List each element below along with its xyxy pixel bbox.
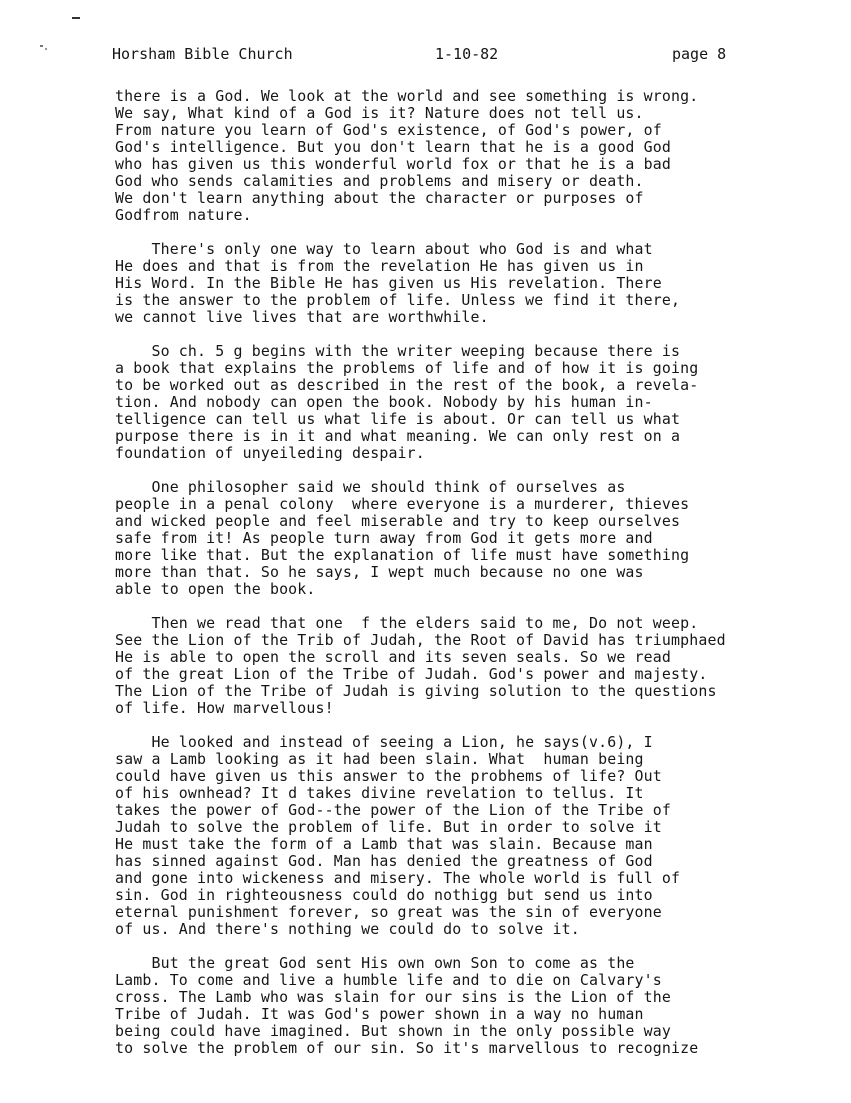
text-line: could have given us this answer to the probhems of life? Out [115, 767, 662, 785]
text-line: of the great Lion of the Tribe of Judah. God's power and majesty. [115, 665, 708, 683]
text-line: and wicked people and feel miserable and try to keep ourselves [115, 512, 681, 530]
text-line: Then we read that one f the elders said to me, Do not weep. [115, 614, 699, 632]
text-line: From nature you learn of God's existence, of God's power, of [115, 121, 662, 139]
text-line: being could have imagined. But shown in the only possible way [115, 1022, 672, 1040]
text-line: foundation of unyeileding despair. [115, 444, 425, 462]
text-line: more like that. But the explanation of life must have something [115, 546, 690, 564]
text-line: See the Lion of the Trib of Judah, the Root of David has triumphaed [115, 631, 726, 649]
text-line: is the answer to the problem of life. Unless we find it there, [115, 291, 681, 309]
paragraph [115, 955, 815, 1057]
text-line: The Lion of the Tribe of Judah is giving solution to the questions [115, 682, 717, 700]
text-line: eternal punishment forever, so great was the sin of everyone [115, 903, 662, 921]
text-line: There's only one way to learn about who God is and what [115, 240, 653, 258]
text-line: of us. And there's nothing we could do to solve it. [115, 920, 580, 938]
text-line: more than that. So he says, I wept much because no one was [115, 563, 644, 581]
document-date: 1-10-82 [435, 45, 499, 63]
text-line: He is able to open the scroll and its seven seals. So we read [115, 648, 672, 666]
text-line: God who sends calamities and problems and misery or death. [115, 172, 644, 190]
text-line: we cannot live lives that are worthwhile. [115, 308, 489, 326]
paragraph [115, 343, 815, 462]
text-line: Tribe of Judah. It was God's power shown in a way no human [115, 1005, 644, 1023]
paragraph [115, 734, 815, 938]
text-line: to be worked out as described in the rest of the book, a revela- [115, 376, 699, 394]
text-line: purpose there is in it and what meaning. We can only rest on a [115, 427, 681, 445]
text-line: His Word. In the Bible He has given us His revelation. There [115, 274, 662, 292]
paragraph [115, 479, 815, 598]
scan-mark [72, 17, 80, 19]
text-line: tion. And nobody can open the book. Nobody by his human in- [115, 393, 653, 411]
text-line: cross. The Lamb who was slain for our sins is the Lion of the [115, 988, 672, 1006]
text-line: We say, What kind of a God is it? Nature does not tell us. [115, 104, 644, 122]
text-line: there is a God. We look at the world and see something is wrong. [115, 87, 699, 105]
text-line: Godfrom nature. [115, 206, 252, 224]
text-line: sin. God in righteousness could do nothigg but send us into [115, 886, 653, 904]
text-line: has sinned against God. Man has denied the greatness of God [115, 852, 653, 870]
text-line: He looked and instead of seeing a Lion, he says(v.6), I [115, 733, 653, 751]
paragraph [115, 615, 815, 717]
text-line: telligence can tell us what life is about. Or can tell us what [115, 410, 681, 428]
text-line: a book that explains the problems of life and of how it is going [115, 359, 699, 377]
text-line: able to open the book. [115, 580, 316, 598]
text-line: We don't learn anything about the character or purposes of [115, 189, 644, 207]
document-body [115, 88, 815, 1074]
text-line: One philosopher said we should think of ourselves as [115, 478, 626, 496]
text-line: to solve the problem of our sin. So it's marvellous to recognize [115, 1039, 699, 1057]
text-line: He must take the form of a Lamb that was slain. Because man [115, 835, 653, 853]
text-line: and gone into wickeness and misery. The whole world is full of [115, 869, 681, 887]
text-line: But the great God sent His own own Son to come as the [115, 954, 635, 972]
text-line: of his ownhead? It d takes divine revelation to tellus. It [115, 784, 644, 802]
text-line: Judah to solve the problem of life. But in order to solve it [115, 818, 662, 836]
church-name: Horsham Bible Church [112, 45, 293, 63]
text-line: saw a Lamb looking as it had been slain. What human being [115, 750, 644, 768]
text-line: He does and that is from the revelation He has given us in [115, 257, 644, 275]
page-number: page 8 [672, 45, 727, 63]
text-line: who has given us this wonderful world fox or that he is a bad [115, 155, 672, 173]
text-line: of life. How marvellous! [115, 699, 334, 717]
text-line: So ch. 5 g begins with the writer weeping because there is [115, 342, 681, 360]
text-line: people in a penal colony where everyone is a murderer, thieves [115, 495, 690, 513]
paragraph [115, 88, 815, 224]
text-line: safe from it! As people turn away from God it gets more and [115, 529, 653, 547]
paragraph [115, 241, 815, 326]
text-line: Lamb. To come and live a humble life and to die on Calvary's [115, 971, 662, 989]
text-line: God's intelligence. But you don't learn that he is a good God [115, 138, 672, 156]
page-header [0, 44, 851, 64]
text-line: takes the power of God--the power of the Lion of the Tribe of [115, 801, 672, 819]
